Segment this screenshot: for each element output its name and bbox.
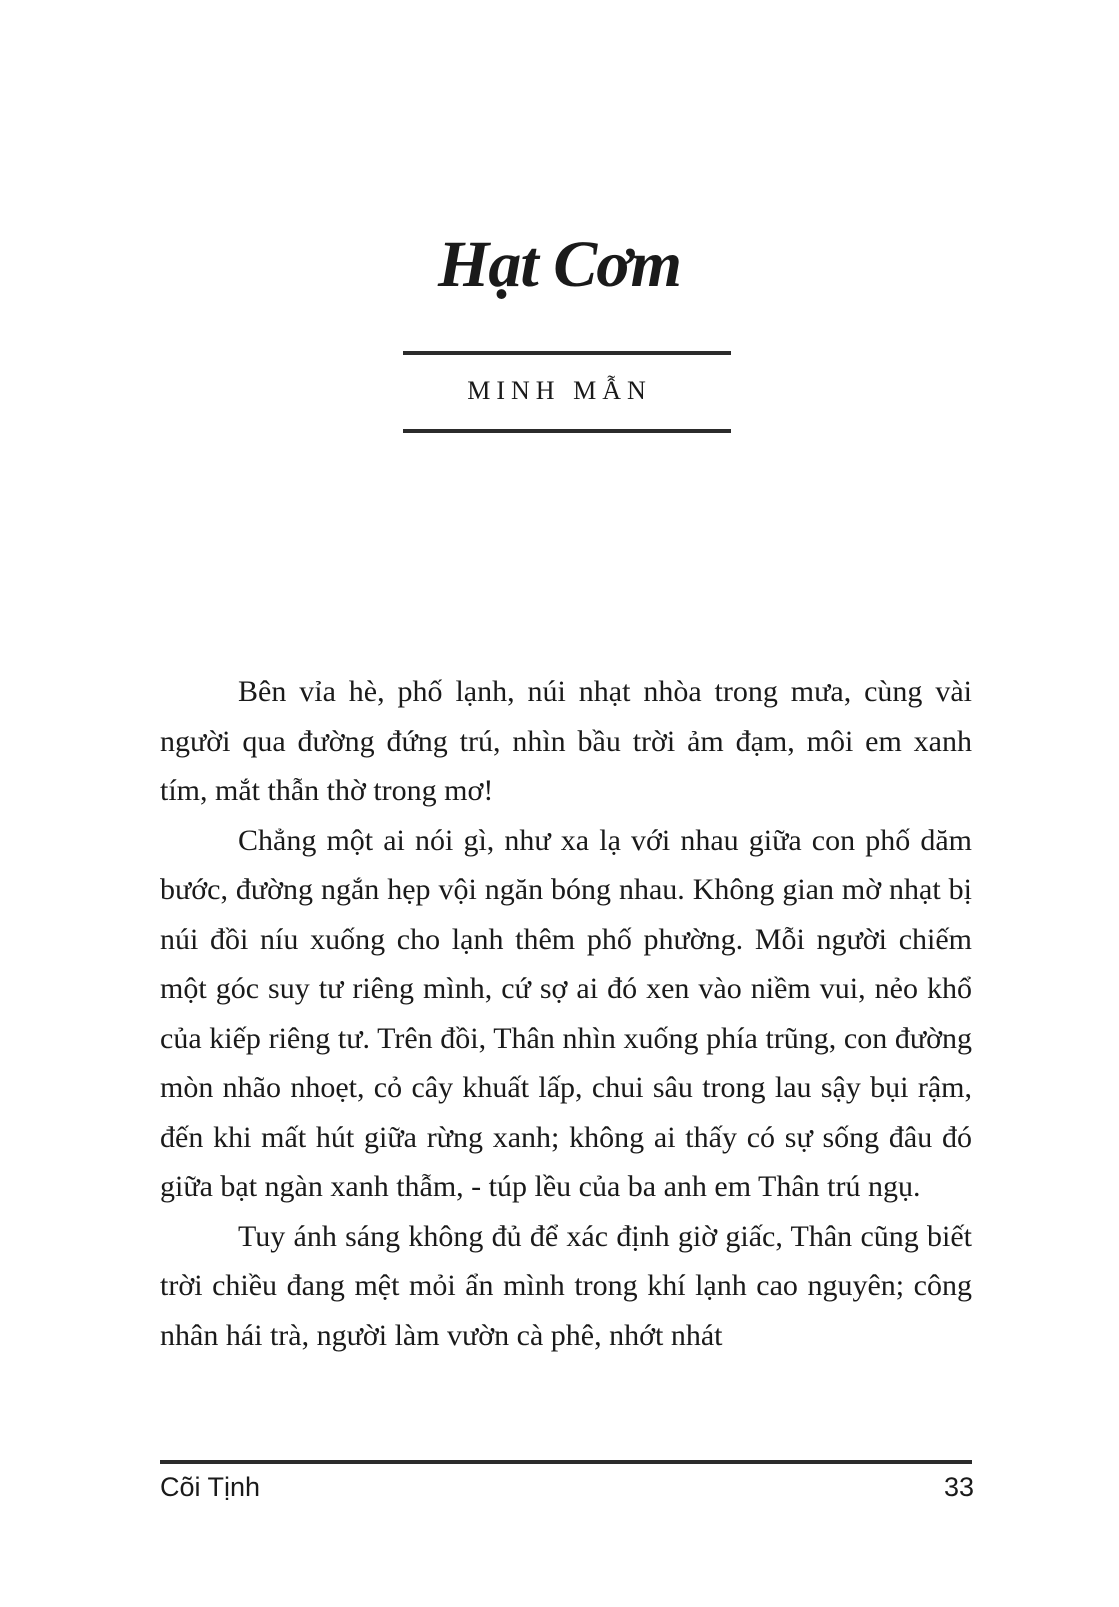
chapter-title: Hạt Cơm	[438, 228, 681, 301]
paragraph: Chẳng một ai nói gì, như xa lạ với nhau giữa con phố dăm bước, đường ngắn hẹp vội ngăn bóng nhau. Không gian mờ nhạt bị núi đồi níu xuống cho lạnh thêm phố phường. Mỗi người chiếm một góc suy tư riêng mình, cứ sợ ai đó xen vào niềm vui, nẻo khổ của kiếp riêng tư. Trên đồi, Thân nhìn xuống phía trũng, con đường mòn nhão nhoẹt, cỏ cây khuất lấp, chui sâu trong lau sậy bụi rậm, đến khi mất hút giữa rừng xanh; không ai thấy có sự sống đâu đó giữa bạt ngàn xanh thẫm, - túp lều của ba anh em Thân trú ngụ.	[160, 823, 972, 1203]
footer-book-title: Cõi Tịnh	[160, 1472, 261, 1502]
author-name: MINH MẪN	[467, 376, 652, 405]
footer-rule	[160, 1460, 972, 1464]
page-number: 33	[943, 1472, 974, 1502]
title-rule-bottom	[403, 429, 731, 433]
paragraph: Tuy ánh sáng không đủ để xác định giờ giấc, Thân cũng biết trời chiều đang mệt mỏi ẩn mình trong khí lạnh cao nguyên; công nhân hái trà, người làm vườn cà phê, nhớt nhát	[160, 1219, 972, 1352]
paragraph: Bên vỉa hè, phố lạnh, núi nhạt nhòa trong mưa, cùng vài người qua đường đứng trú, nhìn bầu trời ảm đạm, môi em xanh tím, mắt thẫn thờ trong mơ!	[160, 675, 972, 807]
chapter-body	[160, 667, 972, 1360]
title-rule-top	[403, 351, 731, 355]
